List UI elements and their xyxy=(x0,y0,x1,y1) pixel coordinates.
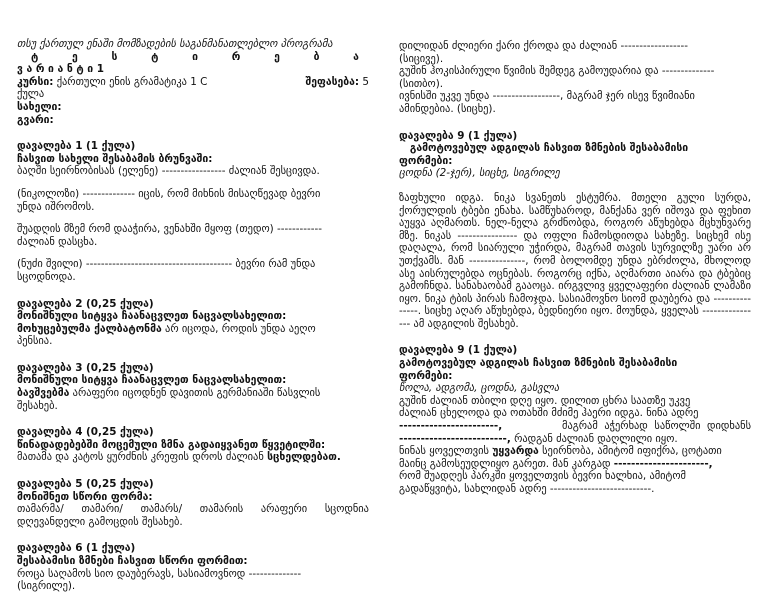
task-1-line-2b: უნდა იშრომოს. xyxy=(17,200,95,213)
task-9b-line-7: რომ შუადღეს პარკში ყოველთვის ბევრი ხალხია, ამიტომ xyxy=(399,470,686,483)
task-1-line-3: შუადღის მზემ რომ დააჭირა, ვენახში მყოფ (თედო) ------------ xyxy=(17,223,322,236)
task-5-option-4[interactable]: თამარის xyxy=(199,503,244,516)
name-label: სახელი: xyxy=(17,100,62,113)
task-9b xyxy=(399,344,751,495)
task-5-option-1[interactable]: თამარმა/ xyxy=(17,503,64,516)
task-9b-line-6: მაინც გამოსეუდლიყო გარეთ. მან კარგად ----------------------, xyxy=(399,457,713,470)
task-3-title: დავალება 3 (0,25 ქულა) xyxy=(17,361,154,374)
test-heading: ტ ე ს ტ ი რ ე ბ ა xyxy=(31,50,359,63)
task-9b-line-1: გუშინ ძალიან თბილი დღე იყო. დილით ცხრა საათზე უკვე xyxy=(399,394,691,407)
task-9a-instruction: გამოტოვებულ ადგილას ჩასვით ზმნების შესაბამისი xyxy=(399,142,689,155)
task-2-target: მოხუცებულმა ქალბატონმა xyxy=(17,322,162,335)
task-9b-line-4: -------------------------, რადგან ძალიან დაღლილი იყო. xyxy=(399,432,678,445)
task-6-line-1: როცა საღამოს სიო დაუბერავს, სასიამოვნოდ -------------- xyxy=(17,567,302,580)
grade-unit: ქულა xyxy=(17,88,45,101)
course-value: ქართული ენის გრამატიკა 1 C xyxy=(56,75,208,88)
task-9b-instruction: გამოტოვებულ ადგილას ჩასვით ზმნების შესაბამისი xyxy=(399,357,678,370)
task-9b-line-5: ნინას ყოველთვის უყვარდა სეირნობა, ამიტომ იფიქრა, ცოტათი xyxy=(399,445,722,458)
task-3-target: ბავშვებმა xyxy=(17,387,70,400)
grade-label: შეფასება: xyxy=(305,75,360,88)
left-column xyxy=(17,38,369,593)
task-6-line-1-hint: (სიგრილე). xyxy=(17,580,76,593)
course-label: კურსი: xyxy=(17,75,54,88)
task-9b-word-bank: წოლა, ადგომა, ცოდნა, გასვლა xyxy=(399,382,560,395)
task-9b-line-8: გადაწყვიტა, სახლიდან ადრე ---------------------------. xyxy=(399,483,655,495)
task-5-option-3[interactable]: თამარს/ xyxy=(140,503,183,516)
task-1-title: დავალება 1 (1 ქულა) xyxy=(17,140,136,153)
task-6-line-2-hint: (სიცივე). xyxy=(399,52,444,65)
task-4-target-verb: სცხელდებათ. xyxy=(267,451,341,464)
task-9b-line-3: -----------------------, მაგრამ აჭერხად საწოლში დიდხანს xyxy=(399,420,751,433)
task-6-title: დავალება 6 (1 ქულა) xyxy=(17,542,136,555)
task-6 xyxy=(17,542,369,592)
surname-label: გვარი: xyxy=(17,113,54,126)
task-1-line-1: ბაღში სეირნობისას (ელენე) ----------------- ძალიან შესცივდა. xyxy=(17,165,320,178)
task-1-line-2: (ნიკოლოზი) -------------- იცის, რომ მიხნის მისაღწევად ბევრი xyxy=(17,187,321,200)
variant-label: ვ ა რ ი ა ნ ტ ი 1 xyxy=(17,63,104,76)
task-9b-title: დავალება 9 (1 ქულა) xyxy=(399,344,518,357)
task-3 xyxy=(17,362,369,412)
task-6-instruction: შესაბამისი ზმნები ჩასვით სწორი ფორმით: xyxy=(17,555,248,567)
task-6-line-4-hint: ამინდებია. (სიცხე). xyxy=(399,102,496,115)
task-9a-word-bank: ცოდნა (2-ჯერ), სიცხე, სიგრილე xyxy=(399,167,560,180)
task-2-instruction: მონიშნული სიტყვა ჩაანაცვლეთ ნაცვალსახელით: xyxy=(17,310,287,323)
task-6-line-2: დილიდან ძლიერი ქარი ქროდა და ძალიან ------------------ xyxy=(399,40,689,52)
task-9a xyxy=(399,130,751,331)
task-3-sentence: ბავშვებმა არაფერი იცოდნენ დავითის გერმანიაში წასვლის xyxy=(17,387,321,400)
grade-value: 5 xyxy=(362,75,369,88)
task-9a-title: დავალება 9 (1 ქულა) xyxy=(399,129,518,142)
task-4 xyxy=(17,426,369,464)
task-2 xyxy=(17,298,369,348)
right-column xyxy=(399,40,751,496)
task-1 xyxy=(17,140,369,283)
task-4-sentence: მათამა და კატოს ყურძნის კრეფის დროს ძალიან სცხელდებათ. xyxy=(17,451,341,464)
task-2-sentence-end: პენსია. xyxy=(17,335,53,348)
task-6-line-4: ივნისში უკვე უნდა ------------------, მაგრამ ჯერ ისევ წვიმიანი xyxy=(399,90,695,103)
task-9b-blank-2[interactable]: -------------------------, xyxy=(399,432,511,445)
task-1-line-3b: ძალიან დასცხა. xyxy=(17,235,98,248)
task-9b-blank-1[interactable]: -----------------------, xyxy=(399,420,503,433)
task-5-sentence-end: დღევანდელი გამოცდის შესახებ. xyxy=(17,515,183,528)
task-1-instruction: ჩასვით სახელი შესაბამის ბრუნვაში: xyxy=(17,152,213,165)
task-5-option-2[interactable]: თამარი/ xyxy=(81,503,123,516)
task-9a-text: ზაფხული იდგა. ნიკა სვანეთს ესტუმრა. მთელი გული სურდა, ქორულდის ტბები ენახა. სამწუხაროდ, მანქანა ვერ იშოვა და ფეხით აუყვა აღმართს. ნელ-ნელა გრძნობდა, როგორ აწუხებდა მცხუნვარე მზე. ნიკას ---------------- და ოფლი ჩამოსდიოდა სახეზე. სიცხემ ისე დაღალა, რომ სიარული უჭირდა, მაგრამ თავის სურვილზე უარი არ უთქვამს. მან ---------------, რომ ბოლომდე უნდა ებრძოლა, მხოლოდ ასე აისრულებდა ოცნებას. როგორც იქნა, აღმართი აიარა და ტბებიც გამოჩნდა. სანახაობამ გააოცა. ირგვლივ ყველაფერი ძალიან ლამაზი იყო. ნიკა ტბის პირას ჩამოჯდა. სასიამოვნო სიომ დაუბერა და ---------------. სიცხე აღარ აწუხებდა, ბედნიერი იყო. მოუნდა, ყველას ---------------- ამ ადგილის შესახებ. xyxy=(399,191,751,330)
task-6-line-3: გუშინ ჰოკისპირული წვიმის შემდეგ გამოუდარია და -------------- xyxy=(399,65,715,78)
task-5-title: დავალება 5 (0,25 ქულა) xyxy=(17,478,154,491)
program-title: თსუ ქართულ ენაში მომზადების საგანმანათლებლო პროგრამა xyxy=(17,38,333,50)
task-9b-line-2: ძალიან ცხელოდა და ოთახში მძიმე ჰაერი იდგა. ნინა ადრე xyxy=(399,407,699,420)
task-5-options: თამარმა/ თამარი/ თამარს/ თამარის არაფერი სცოდნია xyxy=(17,503,369,516)
task-1-line-4: (ნუძი შვილი) --------------------------------------- ბევრი რამ უნდა xyxy=(17,258,316,271)
task-4-title: დავალება 4 (0,25 ქულა) xyxy=(17,426,154,439)
task-4-instruction: წინადადებებში მოცემული ზმნა გადაიყვანეთ წყვეტილში: xyxy=(17,438,326,451)
task-3-sentence-end: შესახებ. xyxy=(17,399,58,412)
task-9a-instruction-end: ფორმები: xyxy=(399,154,453,167)
task-9b-bold-verb: უყვარდა xyxy=(492,445,539,458)
task-1-line-4b: სცოდნოდა. xyxy=(17,270,76,283)
task-2-title: დავალება 2 (0,25 ქულა) xyxy=(17,297,154,310)
task-6-line-3-hint: (სითბო). xyxy=(399,77,444,90)
task-3-instruction: მონიშნული სიტყვა ჩაანაცვლეთ ნაცვალსახელით: xyxy=(17,374,287,387)
task-9b-blank-3[interactable]: ----------------------, xyxy=(613,457,713,470)
course-row xyxy=(17,76,369,89)
task-9b-instruction-end: ფორმები: xyxy=(399,369,453,382)
task-2-sentence: მოხუცებულმა ქალბატონმა არ იცოდა, როდის უნდა აეღო xyxy=(17,322,316,335)
task-5-instruction: მონიშნეთ სწორი ფორმა: xyxy=(17,490,153,503)
task-6-continued xyxy=(399,40,751,116)
task-5 xyxy=(17,478,369,528)
